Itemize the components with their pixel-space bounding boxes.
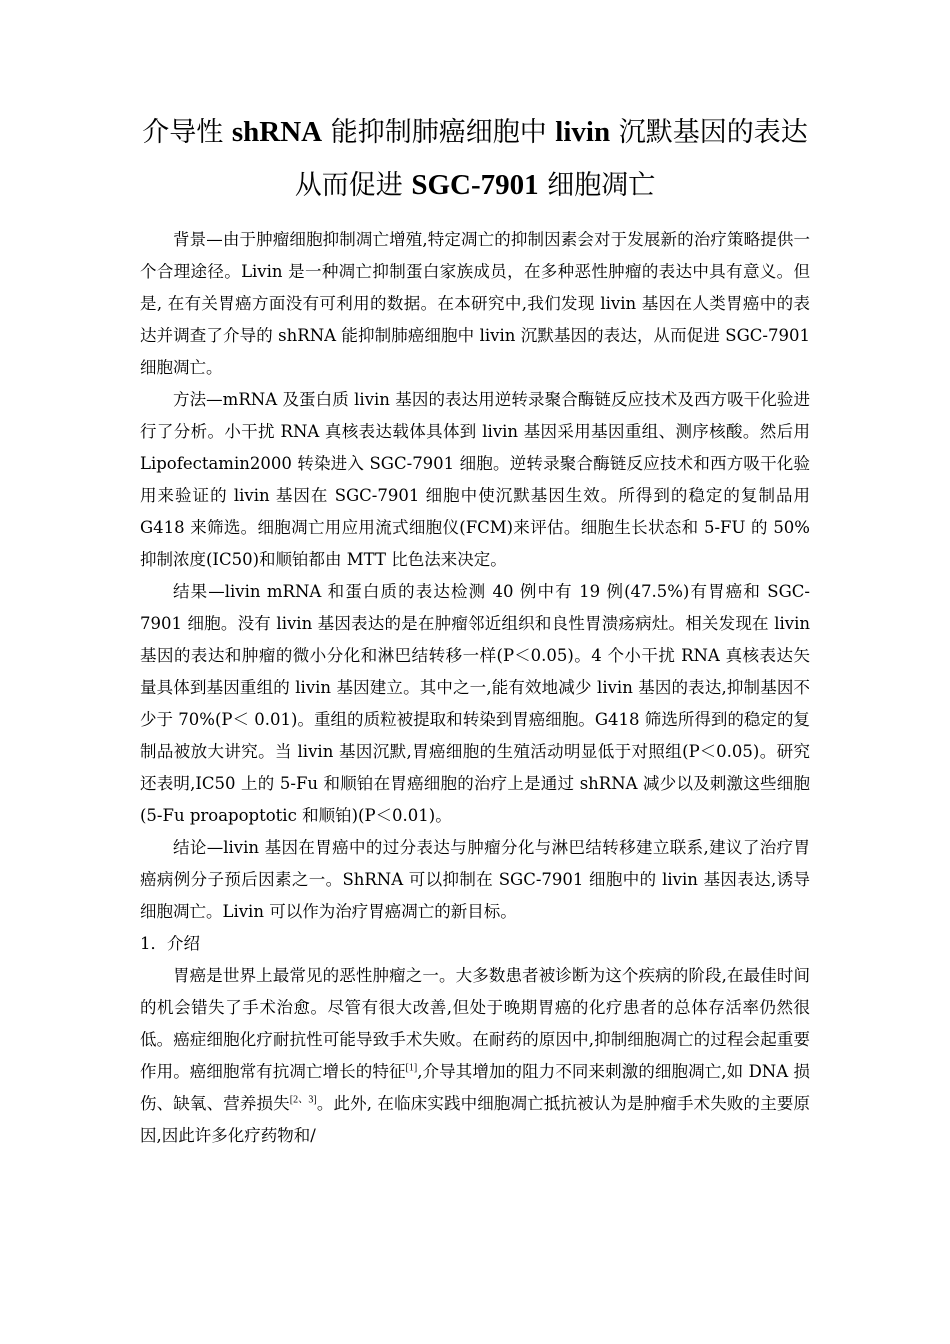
abstract-background: 背景—由于肿瘤细胞抑制凋亡增殖,特定凋亡的抑制因素会对于发展新的治疗策略提供一个合理途径。Livin 是一种凋亡抑制蛋白家族成员，在多种恶性肿瘤的表达中具有意义。但是, 在有关胃癌方面没有可利用的数据。在本研究中,我们发现 livin 基因在人类胃癌中的表达并调查了介导的 shRNA 能抑制肺癌细胞中 livin 沉默基因的表达，从而促进 SGC-7901 细胞凋亡。 [140,230,810,377]
citation-ref-1: [1] [405,1062,418,1074]
citation-ref-2-3: [2、3] [289,1094,317,1106]
title-part-4: 细胞凋亡 [538,170,656,201]
abstract-results: 结果—livin mRNA 和蛋白质的表达检测 40 例中有 19 例(47.5%)有胃癌和 SGC-7901 细胞。没有 livin 基因表达的是在肿瘤邻近组织和良性胃溃疡病灶。相关发现在 livin 基因的表达和肿瘤的微小分化和淋巴结转移一样(P＜0.05)。4 个小干扰 RNA 真核表达矢量具体到基因重组的 livin 基因建立。其中之一,能有效地减少 livin 基因的表达,抑制基因不少于 70%(P＜ 0.01)。重组的质粒被提取和转染到胃癌细胞。G418 筛选所得到的稳定的复制品被放大讲究。当 livin 基因沉默,胃癌细胞的生殖活动明显低于对照组(P＜0.05)。研究还表明,IC50 上的 5-Fu 和顺铂在胃癌细胞的治疗上是通过 shRNA 减少以及刺激这些细胞(5-Fu proapoptotic 和顺铂)(P＜0.01)。 [140,582,810,825]
title-term-sgc7901: SGC-7901 [411,169,539,201]
intro-text-a: 胃癌是世界上最常见的恶性肿瘤之一。大多数患者被诊断为这个疾病的阶段,在最佳时间的机会错失了手术治愈。尽管有很大改善,但处于晚期胃癌的化疗患者的总体存活率仍然很低。癌症细胞化疗耐抗性可能导致手术失败。在耐药的原因中,抑制细胞凋亡的过程会起重要作用。癌细胞常有抗凋亡增长的特征 [140,966,810,1081]
title-part-3: 沉默基因的表达从而促进 [294,117,808,201]
title-term-livin: livin [555,116,611,148]
abstract-methods: 方法—mRNA 及蛋白质 livin 基因的表达用逆转录聚合酶链反应技术及西方吸干化验进行了分析。小干扰 RNA 真核表达载体具体到 livin 基因采用基因重组、测序核酸。然后用 Lipofectamin2000 转染进入 SGC-7901 细胞。逆转录聚合酶链反应技术和西方吸干化验用来验证的 livin 基因在 SGC-7901 细胞中使沉默基因生效。所得到的稳定的复制品用 G418 来筛选。细胞凋亡用应用流式细胞仪(FCM)来评估。细胞生长状态和 5-FU 的 50%抑制浓度(IC50)和顺铂都由 MTT 比色法来决定。 [140,390,810,569]
title-term-shrna: shRNA [231,116,323,148]
title-part-1: 介导性 [142,117,232,148]
abstract-conclusion: 结论—livin 基因在胃癌中的过分表达与肿瘤分化与淋巴结转移建立联系,建议了治疗胃癌病例分子预后因素之一。ShRNA 可以抑制在 SGC-7901 细胞中的 livin 基因表达,诱导细胞凋亡。Livin 可以作为治疗胃癌凋亡的新目标。 [140,838,810,921]
title-part-2: 能抑制肺癌细胞中 [322,117,556,148]
document-page [140,106,810,1152]
section-heading-introduction: 1．介绍 [140,934,200,953]
introduction-paragraph [140,960,810,1152]
document-title [140,106,810,212]
intro-text-b: ,介导其增加的阻力不同来刺激的细胞凋亡,如 DNA 损伤、缺氧、营养损失 [140,1062,811,1113]
intro-text-c: 。此外, 在临床实践中细胞凋亡抵抗被认为是肿瘤手术失败的主要原因,因此许多化疗药物和/ [140,1094,810,1145]
